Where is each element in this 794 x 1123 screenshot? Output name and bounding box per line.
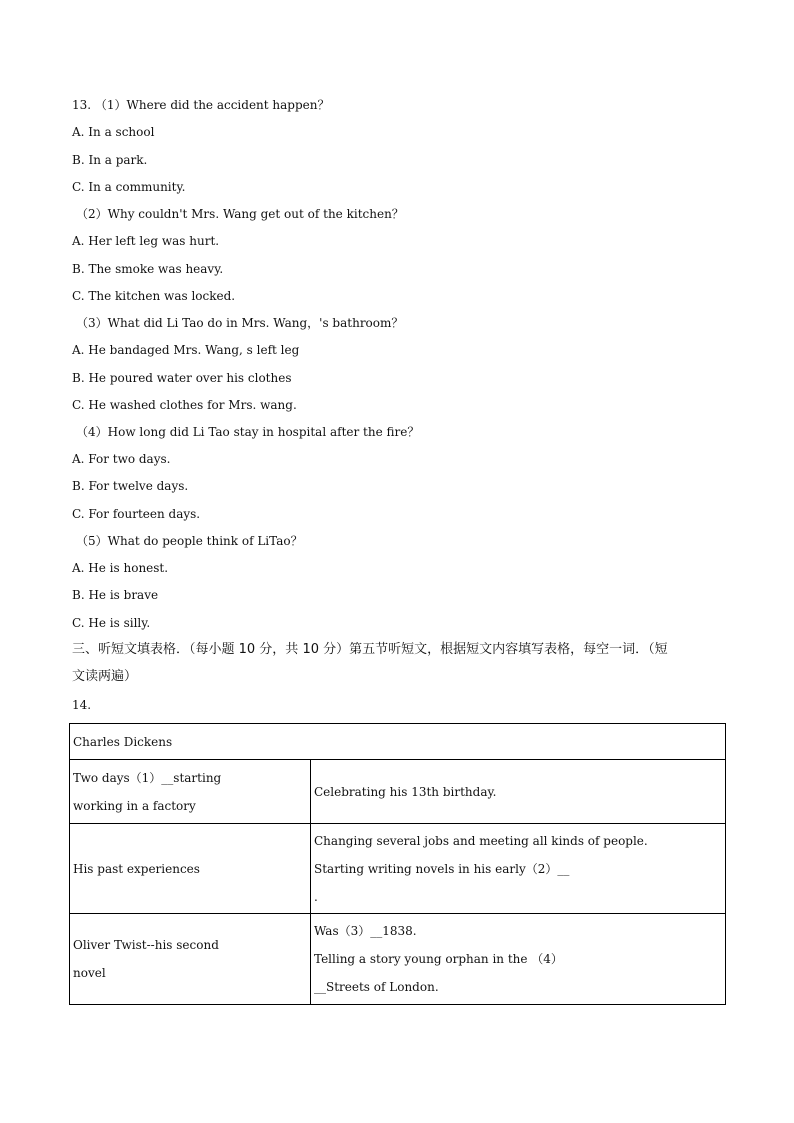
q13-2-option-c: C. The kitchen was locked. (72, 289, 236, 303)
table-header-cell (70, 724, 726, 760)
row2-right-line3: . (314, 889, 318, 904)
table-header: Charles Dickens (73, 734, 173, 749)
row1-left-cell (70, 760, 311, 824)
q13-5-option-c: C. He is silly. (72, 616, 151, 630)
section-3-heading-cont: 文读两遍） (72, 669, 138, 684)
q13-5-option-a: A. He is honest. (72, 561, 169, 575)
row2-right-line2: Starting writing novels in his early（2）__ (314, 861, 570, 876)
section-3-heading: 三、听短文填表格．（每小题 10 分，共 10 分）第五节听短文，根据短文内容填写表格，每空一词．（短 (72, 642, 668, 657)
question-13-title: 13. （1）Where did the accident happen？ (72, 98, 330, 112)
q13-5-question: （5）What do people think of LiTao？ (76, 534, 303, 548)
question-14-number: 14. (72, 698, 92, 712)
q13-3-option-b: B. He poured water over his clothes (72, 371, 292, 385)
q13-4-question: （4）How long did Li Tao stay in hospital after the fire？ (76, 425, 420, 439)
dickens-table (69, 723, 726, 1005)
row2-right-cell (311, 824, 726, 914)
row1-right-text: Celebrating his 13th birthday. (314, 784, 497, 799)
q13-1-option-a: A. In a school (72, 125, 155, 139)
row3-right-line3: __Streets of London. (314, 980, 439, 994)
q13-2-question: （2）Why couldn't Mrs. Wang get out of the kitchen？ (76, 207, 404, 221)
row3-left-line2: novel (73, 966, 106, 980)
q13-3-option-a: A. He bandaged Mrs. Wang, s left leg (72, 343, 300, 357)
row3-right-line2: Telling a story young orphan in the （4） (314, 952, 563, 966)
q13-5-option-b: B. He is brave (72, 588, 159, 602)
row1-left-line2: working in a factory (73, 798, 196, 813)
q13-3-option-c: C. He washed clothes for Mrs. wang. (72, 398, 297, 412)
q13-4-option-b: B. For twelve days. (72, 479, 189, 493)
q13-3-question: （3）What did Li Tao do in Mrs. Wang，'s bathroom？ (76, 316, 404, 330)
q13-4-option-c: C. For fourteen days. (72, 507, 201, 521)
q13-4-option-a: A. For two days. (72, 452, 171, 466)
row2-left-cell (70, 824, 311, 914)
q13-2-option-a: A. Her left leg was hurt. (72, 234, 220, 248)
row3-left-cell (70, 914, 311, 1005)
row3-left-line1: Oliver Twist--his second (73, 938, 219, 952)
row2-right-line1: Changing several jobs and meeting all kinds of people. (314, 833, 648, 848)
q13-1-option-c: C. In a community. (72, 180, 186, 194)
q13-2-option-b: B. The smoke was heavy. (72, 262, 224, 276)
row3-right-line1: Was（3）__1838. (314, 924, 417, 938)
row1-right-cell (311, 760, 726, 824)
q13-1-option-b: B. In a park. (72, 153, 148, 167)
row1-left-line1: Two days（1）__starting (73, 770, 222, 785)
row2-left-text: His past experiences (73, 861, 200, 876)
row3-right-cell (311, 914, 726, 1005)
